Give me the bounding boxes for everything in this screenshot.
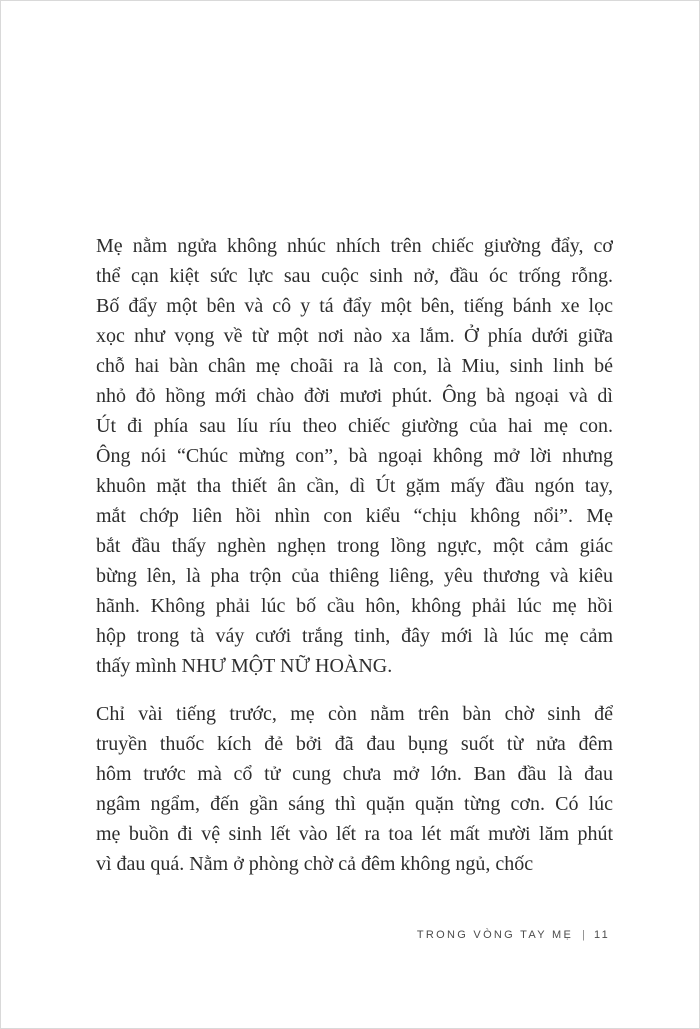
text-line: mắt chớp liên hồi nhìn con kiểu “chịu không nổi”. Mẹ <box>96 505 613 527</box>
text-line: vì đau quá. Nằm ở phòng chờ cả đêm không ngủ, chốc <box>96 853 534 875</box>
text-line: hôm trước mà cổ tử cung chưa mở lớn. Ban đầu là đau <box>96 763 613 785</box>
running-title: TRONG VÒNG TAY MẸ <box>416 929 574 941</box>
footer-separator: | <box>582 929 585 941</box>
text-line: Út đi phía sau líu ríu theo chiếc giường của hai mẹ con. <box>96 415 613 437</box>
text-line: ngâm ngẩm, đến gần sáng thì quặn quặn từng cơn. Có lúc <box>96 793 613 815</box>
text-line: truyền thuốc kích đẻ bởi đã đau bụng suốt từ nửa đêm <box>96 733 613 755</box>
text-line: mẹ buồn đi vệ sinh lết vào lết ra toa lét mất mười lăm phút <box>96 823 613 845</box>
text-line: hộp trong tà váy cưới trắng tinh, đây mới là lúc mẹ cảm <box>96 625 613 647</box>
text-line: nhỏ đỏ hồng mới chào đời mươi phút. Ông bà ngoại và dì <box>96 385 613 407</box>
page-number: 11 <box>593 929 610 941</box>
text-line: khuôn mặt tha thiết ân cần, dì Út gặm mấy đầu ngón tay, <box>96 475 613 497</box>
text-line: Bố đẩy một bên và cô y tá đẩy một bên, tiếng bánh xe lọc <box>96 295 613 317</box>
body-text <box>96 231 613 879</box>
text-line: thể cạn kiệt sức lực sau cuộc sinh nở, đầu óc trống rỗng. <box>96 265 613 287</box>
text-line: bắt đầu thấy nghèn nghẹn trong lồng ngực, một cảm giác <box>96 535 613 557</box>
text-line: thấy mình NHƯ MỘT NỮ HOÀNG. <box>96 655 393 677</box>
paragraph <box>96 699 613 879</box>
text-line: Mẹ nằm ngửa không nhúc nhích trên chiếc giường đẩy, cơ <box>96 235 613 257</box>
text-line: xọc như vọng về từ một nơi nào xa lắm. Ở phía dưới giữa <box>96 325 613 347</box>
page-footer <box>417 929 610 941</box>
text-line: Chỉ vài tiếng trước, mẹ còn nằm trên bàn chờ sinh để <box>96 703 613 725</box>
paragraph <box>96 231 613 681</box>
text-line: chỗ hai bàn chân mẹ choãi ra là con, là Miu, sinh linh bé <box>96 355 613 377</box>
text-line: Ông nói “Chúc mừng con”, bà ngoại không mở lời nhưng <box>96 445 613 467</box>
text-line: bừng lên, là pha trộn của thiêng liêng, yêu thương và kiêu <box>96 565 613 587</box>
text-line: hãnh. Không phải lúc bố cầu hôn, không phải lúc mẹ hồi <box>96 595 613 617</box>
